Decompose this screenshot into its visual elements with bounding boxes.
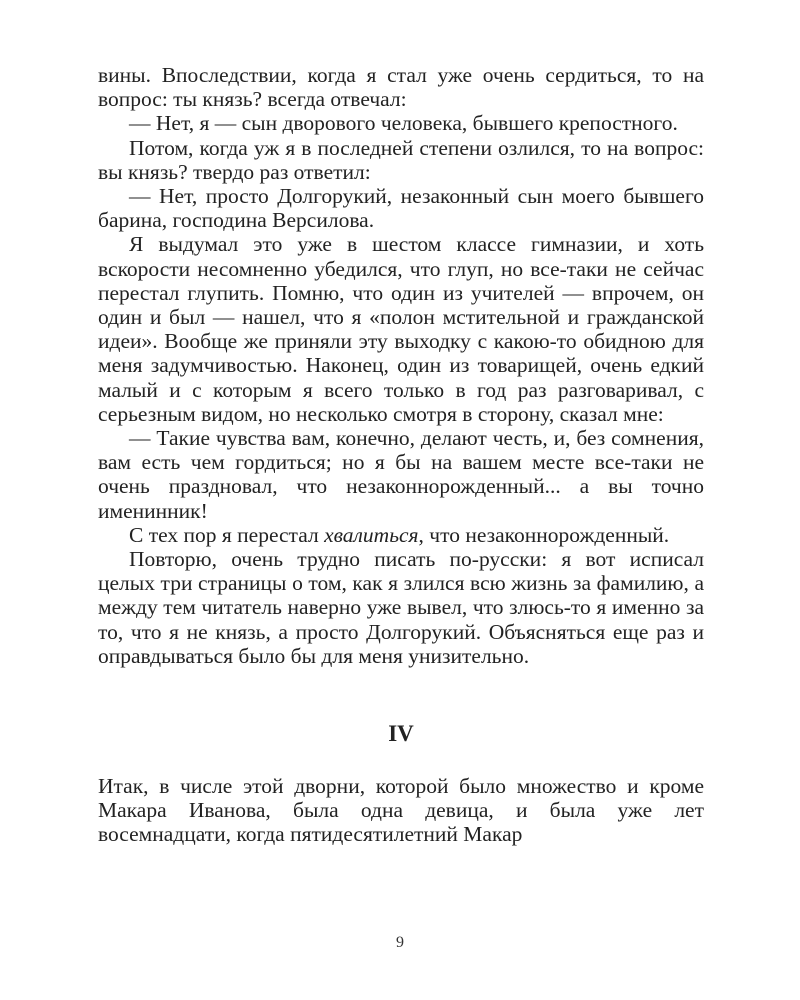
paragraph: — Такие чувства вам, конечно, делают честь, и, без сомнения, вам есть чем гордиться; но я бы на вашем месте все-таки не очень праздновал, что незаконнорожденный... а вы точно именинник! (98, 426, 704, 523)
brag-text-emphasis: хвалиться (324, 522, 419, 547)
paragraph-after-heading: Итак, в числе этой дворни, которой было множество и кроме Макара Иванова, была одна девица, и была уже лет восемнадцати, когда пятидесятилетний Макар (98, 774, 704, 847)
paragraph: — Нет, я — сын дворового человека, бывшего крепостного. (129, 111, 678, 136)
page-number: 9 (396, 934, 404, 951)
paragraph: вины. Впоследствии, когда я стал уже очень сердиться, то на вопрос: ты князь? всегда отвечал: (98, 63, 704, 112)
paragraph-brag (98, 523, 704, 547)
brag-text-before: С тех пор я перестал (129, 522, 325, 547)
paragraph: — Нет, просто Долгорукий, незаконный сын моего бывшего барина, господина Версилова. (98, 184, 704, 233)
section-heading: IV (388, 721, 414, 747)
book-page-text (98, 63, 704, 847)
paragraph: Повторю, очень трудно писать по-русски: я вот исписал целых три страницы о том, как я злился всю жизнь за фамилию, а между тем читатель наверно уже вывел, что злюсь-то я именно за то, что я не князь, а просто Долгорукий. Объясняться еще раз и оправдываться было бы для меня унизительно. (98, 547, 704, 668)
brag-text-after: , что незаконнорожденный. (418, 522, 670, 547)
paragraph-group-mid (98, 547, 704, 668)
paragraph-group-top (98, 63, 704, 523)
paragraph: Потом, когда уж я в последней степени озлился, то на вопрос: вы князь? твердо раз ответил: (98, 135, 704, 184)
paragraph: Я выдумал это уже в шестом классе гимназии, и хоть вскорости несомненно убедился, что глуп, но все-таки не сейчас перестал глупить. Помню, что один из учителей — впрочем, он один и был — нашел, что я «полон мстительной и гражданской идеи». Вообще же приняли эту выходку с какою-то обидною для меня задумчивостью. Наконец, один из товарищей, очень едкий малый и с которым я всего только в год раз разговаривал, с серьезным видом, но несколько смотря в сторону, сказал мне: (98, 232, 704, 426)
